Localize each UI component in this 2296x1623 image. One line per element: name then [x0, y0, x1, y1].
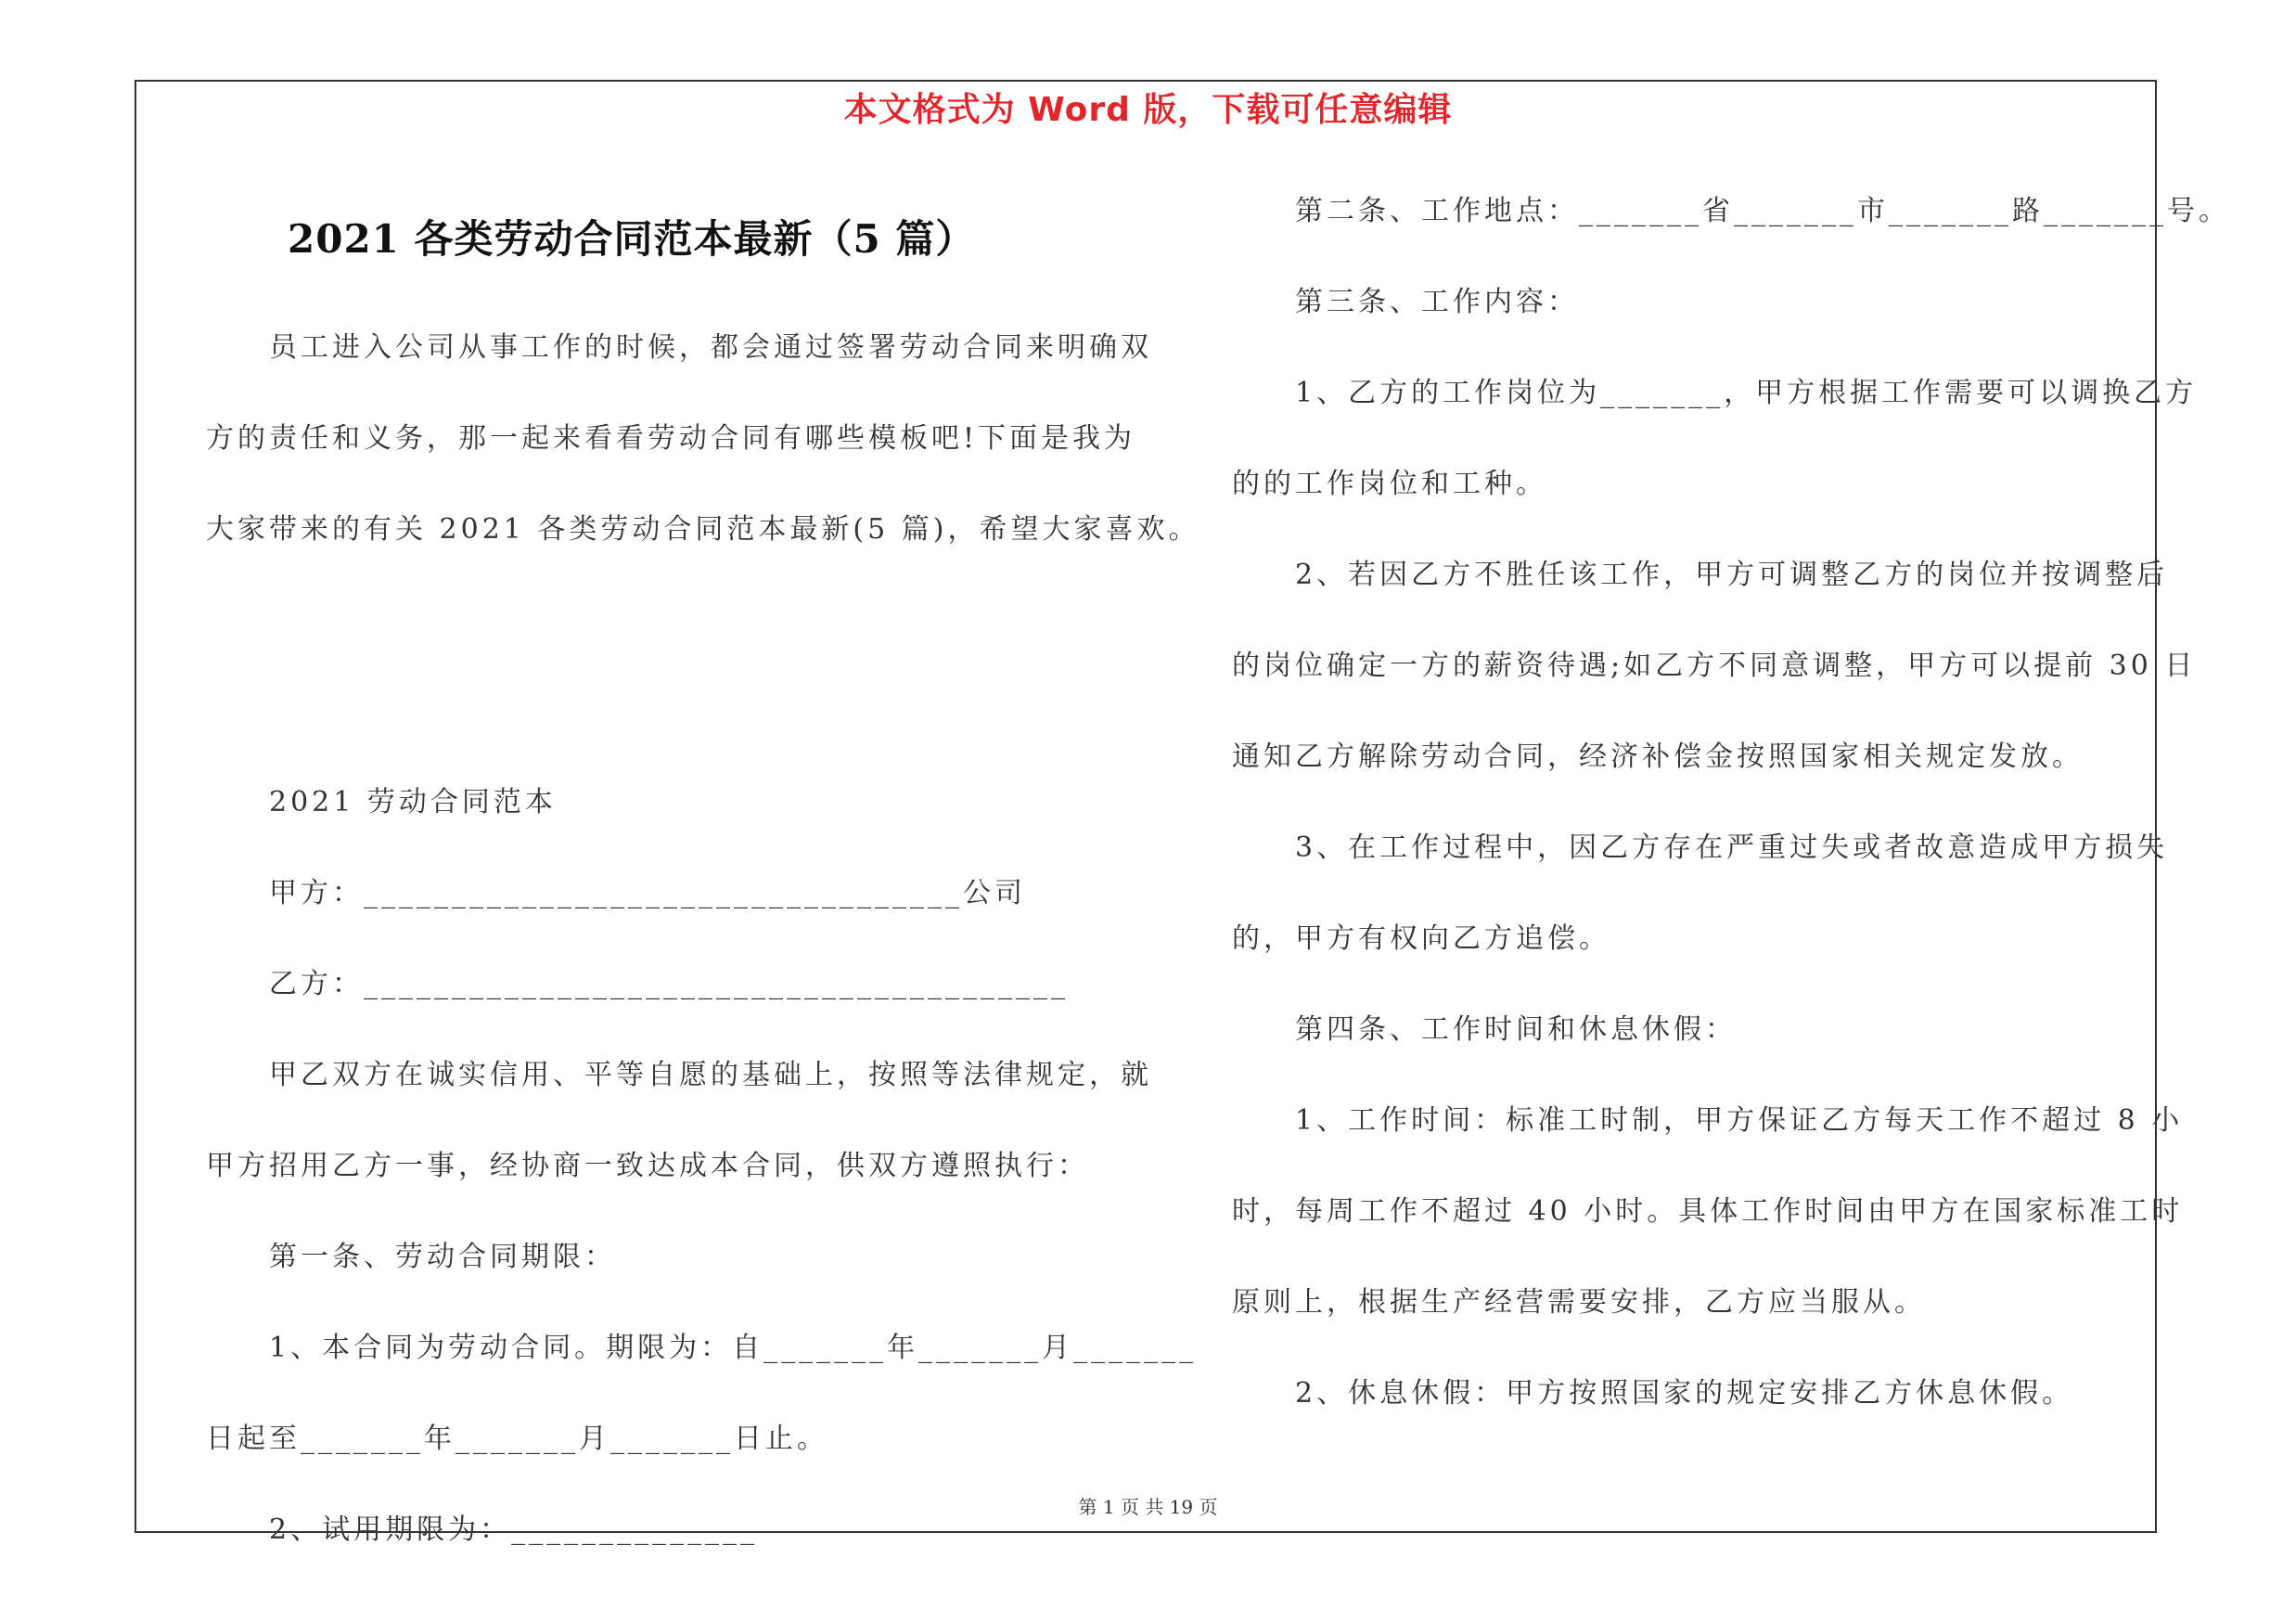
paragraph-line: 的的工作岗位和工种。	[1232, 468, 1547, 500]
paragraph-line: 通知乙方解除劳动合同，经济补偿金按照国家相关规定发放。	[1232, 741, 2084, 773]
paragraph-line: 3、在工作过程中，因乙方存在严重过失或者故意造成甲方损失	[1295, 831, 2169, 864]
article-heading: 第二条、工作地点：_______省_______市_______路_______号。	[1295, 195, 2230, 227]
paragraph-line: 甲方招用乙方一事，经协商一致达成本合同，供双方遵照执行：	[206, 1150, 1089, 1182]
section-title: 2021 劳动合同范本	[269, 786, 557, 818]
paragraph-line: 2、若因乙方不胜任该工作，甲方可调整乙方的岗位并按调整后	[1295, 559, 2169, 591]
document-title: 2021 各类劳动合同范本最新（5 篇）	[288, 216, 976, 262]
paragraph-line: 原则上，根据生产经营需要安排，乙方应当服从。	[1232, 1286, 1926, 1319]
article-heading: 第四条、工作时间和休息休假：	[1295, 1013, 1737, 1046]
intro-line: 大家带来的有关 2021 各类劳动合同范本最新(5 篇)，希望大家喜欢。	[206, 513, 1200, 546]
article-heading: 第三条、工作内容：	[1295, 286, 1579, 318]
intro-line: 方的责任和义务，那一起来看看劳动合同有哪些模板吧!下面是我为	[206, 422, 1136, 455]
paragraph-line: 1、乙方的工作岗位为_______，甲方根据工作需要可以调换乙方	[1295, 377, 2198, 409]
paragraph-line: 1、工作时间：标准工时制，甲方保证乙方每天工作不超过 8 小	[1295, 1104, 2184, 1137]
paragraph-line: 1、本合同为劳动合同。期限为：自_______年_______月_______	[269, 1332, 1198, 1364]
paragraph-line: 2、休息休假：甲方按照国家的规定安排乙方休息休假。	[1295, 1377, 2074, 1410]
paragraph-line: 甲乙双方在诚实信用、平等自愿的基础上，按照等法律规定，就	[269, 1059, 1152, 1091]
paragraph-line: 的岗位确定一方的薪资待遇;如乙方不同意调整，甲方可以提前 30 日	[1232, 650, 2197, 682]
party-b-line: 乙方：________________________________________	[269, 968, 1069, 1000]
right-column	[1232, 166, 2230, 1439]
article-heading: 第一条、劳动合同期限：	[269, 1241, 616, 1273]
paragraph-line: 的，甲方有权向乙方追偿。	[1232, 922, 1610, 955]
page-number-footer: 第 1 页 共 19 页	[1078, 1496, 1218, 1518]
spacer	[206, 575, 1143, 757]
paragraph-line: 时，每周工作不超过 40 小时。具体工作时间由甲方在国家标准工时	[1232, 1195, 2184, 1228]
party-a-line: 甲方：__________________________________公司	[269, 877, 1026, 909]
paragraph-line: 2、试用期限为：______________	[269, 1514, 759, 1546]
intro-line: 员工进入公司从事工作的时候，都会通过签署劳动合同来明确双	[269, 331, 1152, 364]
paragraph-line: 日起至_______年_______月_______日止。	[206, 1423, 828, 1455]
word-format-banner: 本文格式为 Word 版，下载可任意编辑	[843, 91, 1453, 129]
